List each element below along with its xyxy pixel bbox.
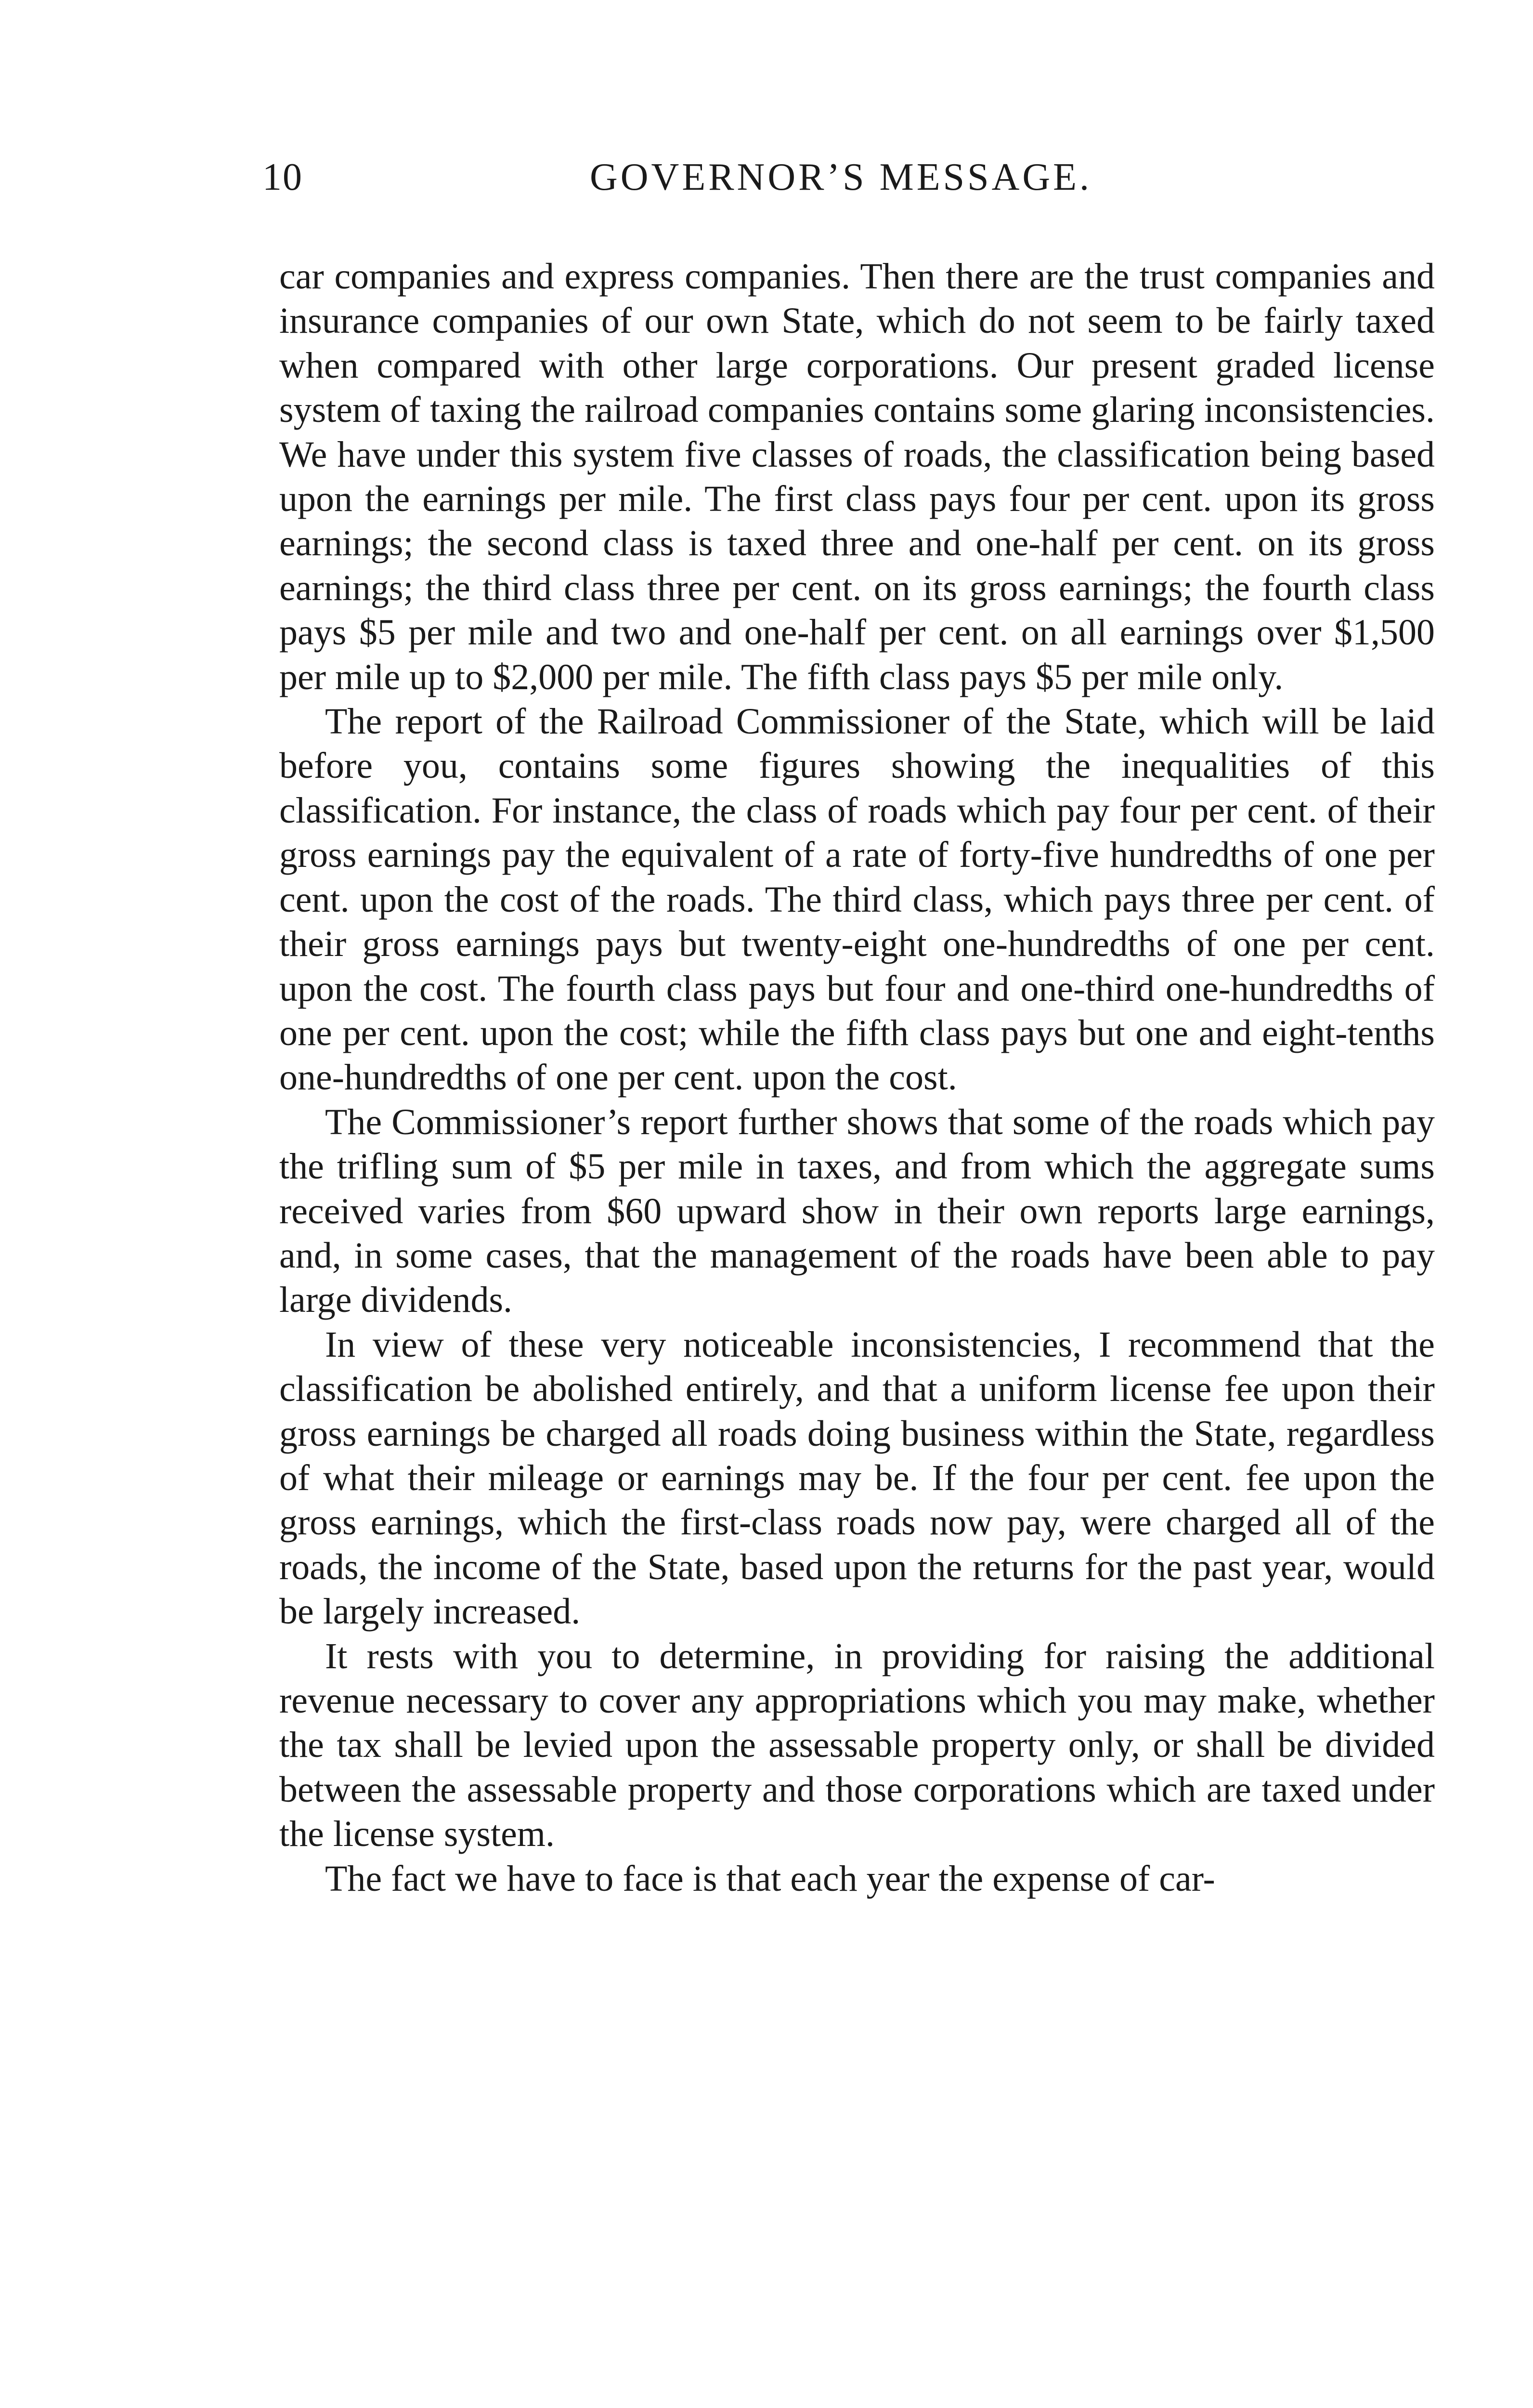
paragraph: The fact we have to face is that each year the expense of car- — [325, 1858, 1215, 1899]
paragraph-continued: car companies and express companies. Then there are the trust companies and insurance companies of our own State, which do not seem to be fairly taxed when compared with other large corporations. Our present graded license system of taxing the railroad companies contains some glaring inconsistencies. We have under this system five classes of roads, the classification being based upon the earnings per mile. The first class pays four per cent. upon its gross earnings; the second class is taxed three and one-half per cent. on its gross earnings; the third class three per cent. on its gross earnings; the fourth class pays $5 per mile and two and one-half per cent. on all earnings over $1,500 per mile up to $2,000 per mile. The fifth class pays $5 per mile only. — [279, 256, 1435, 697]
paragraph: In view of these very noticeable inconsistencies, I recommend that the classification be abolished entirely, and that a uniform license fee upon their gross earnings be charged all roads doing business within the State, regardless of what their mileage or earnings may be. If the four per cent. fee upon the gross earnings, which the first-class roads now pay, were charged all of the roads, the income of the State, based upon the returns for the past year, would be largely increased. — [279, 1324, 1435, 1632]
page-number: 10 — [262, 156, 303, 198]
body-text — [279, 254, 1435, 1901]
running-header — [262, 153, 1428, 211]
paragraph: The report of the Railroad Commissioner of the State, which will be laid before you, contains some figures showing the inequalities of this classification. For instance, the class of roads which pay four per cent. of their gross earnings pay the equivalent of a rate of forty-five hundredths of one per cent. upon the cost of the roads. The third class, which pays three per cent. of their gross earnings pays but twenty-eight one-hundredths of one per cent. upon the cost. The fourth class pays but four and one-third one-hundredths of one per cent. upon the cost; while the fifth class pays but one and eight-tenths one-hundredths of one per cent. upon the cost. — [279, 701, 1435, 1098]
paragraph: The Commissioner’s report further shows that some of the roads which pay the trifling sum of $5 per mile in taxes, and from which the aggregate sums received varies from $60 upward show in their own reports large earnings, and, in some cases, that the management of the roads have been able to pay large dividends. — [279, 1101, 1435, 1321]
running-title: GOVERNOR’S MESSAGE. — [590, 156, 1092, 198]
paragraph: It rests with you to determine, in providing for raising the additional revenue necessary to cover any appropriations which you may make, whether the tax shall be levied upon the assessable property only, or shall be divided between the assessable property and those corporations which are taxed under the license system. — [279, 1636, 1435, 1855]
